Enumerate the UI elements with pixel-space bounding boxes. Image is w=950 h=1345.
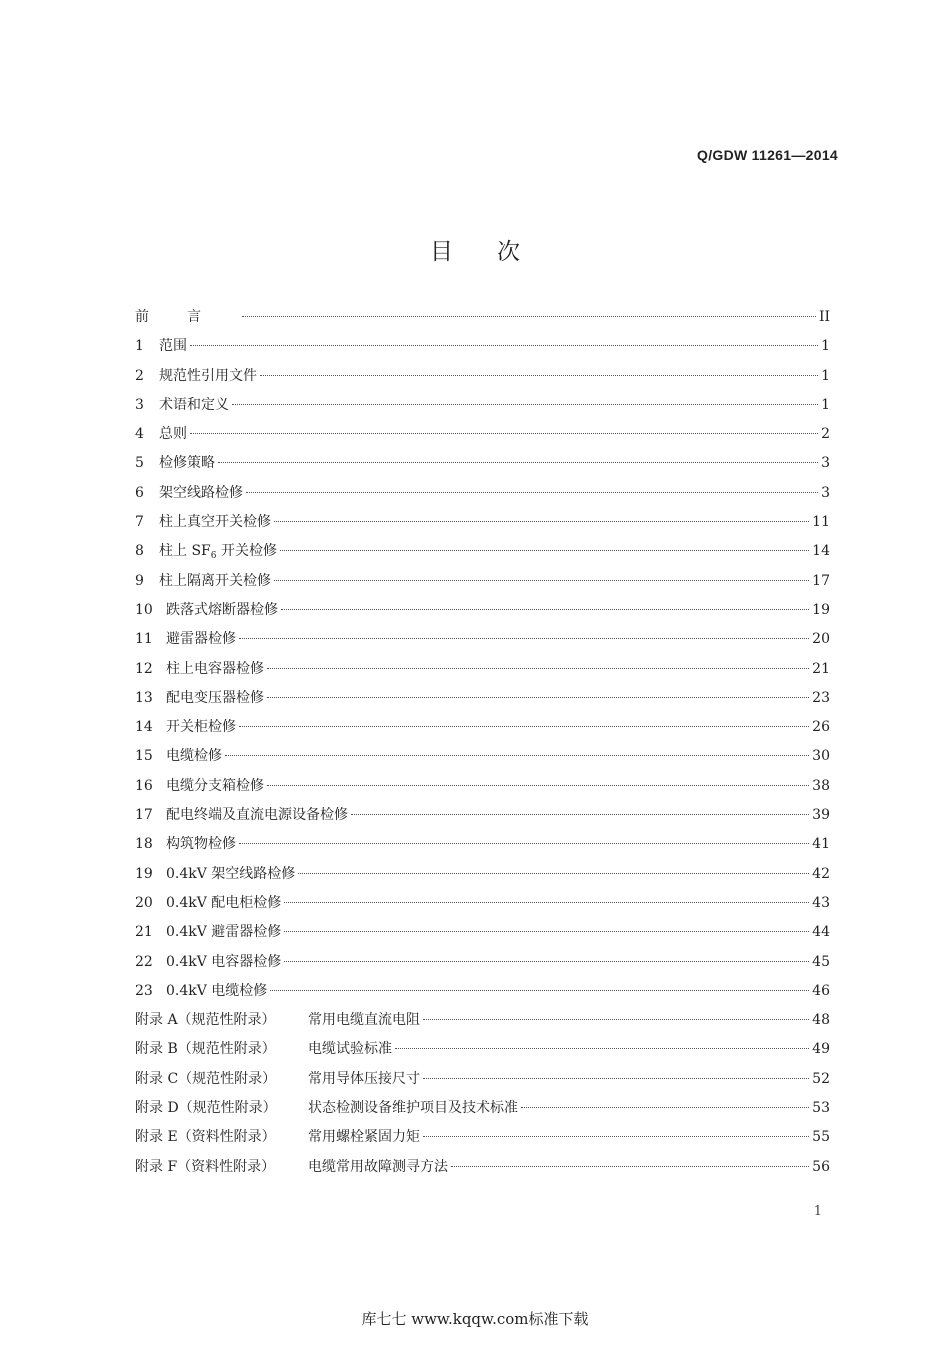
toc-entry-number: 16 bbox=[135, 777, 153, 794]
toc-leader-dots bbox=[239, 843, 809, 844]
toc-entry-label: 0.4kV 电缆检修 bbox=[166, 982, 268, 999]
toc-entry-label: 电缆常用故障测寻方法 bbox=[308, 1158, 448, 1175]
toc-entry-number: 23 bbox=[135, 982, 153, 999]
toc-leader-dots bbox=[284, 902, 809, 903]
toc-entry-number: 15 bbox=[135, 748, 153, 765]
toc-entry[interactable] bbox=[135, 332, 830, 361]
toc-leader-dots bbox=[267, 668, 809, 669]
appendix-tag: 附录 F（资料性附录） bbox=[135, 1158, 276, 1175]
toc-entry[interactable] bbox=[135, 860, 830, 889]
toc-leader-dots bbox=[298, 873, 809, 874]
toc-entry-label: 柱上真空开关检修 bbox=[159, 514, 271, 531]
toc-leader-dots bbox=[267, 697, 809, 698]
toc-entry-number: 21 bbox=[135, 924, 153, 941]
toc-leader-dots bbox=[451, 1166, 809, 1167]
toc-entry-label: 总则 bbox=[159, 426, 187, 443]
toc-leader-dots bbox=[190, 433, 818, 434]
toc-leader-dots bbox=[267, 785, 809, 786]
toc-entry-label: 柱上 $SF_6$ 开关检修 bbox=[159, 543, 277, 562]
toc-entry-page: 20 bbox=[812, 631, 830, 648]
toc-leader-dots bbox=[423, 1136, 809, 1137]
toc-entry-page: 1 bbox=[821, 338, 830, 355]
toc-entry-number: 12 bbox=[135, 660, 153, 677]
toc-entry-number: 10 bbox=[135, 601, 153, 618]
toc-entry-label: 0.4kV 电容器检修 bbox=[166, 953, 282, 970]
toc-leader-dots bbox=[260, 375, 818, 376]
toc-entry-number: 6 bbox=[135, 484, 144, 501]
toc-entry-number: 2 bbox=[135, 367, 144, 384]
toc-entry-label: 电缆试验标准 bbox=[308, 1041, 392, 1058]
toc-entry-page: 3 bbox=[821, 484, 830, 501]
toc-entry[interactable] bbox=[135, 567, 830, 596]
toc-entry-page: 43 bbox=[812, 894, 830, 911]
toc-leader-dots bbox=[242, 316, 816, 317]
toc-entry[interactable] bbox=[135, 918, 830, 947]
toc-entry[interactable] bbox=[135, 948, 830, 977]
toc-entry-label: 电缆分支箱检修 bbox=[166, 777, 264, 794]
toc-entry-number: 14 bbox=[135, 719, 153, 736]
toc-leader-dots bbox=[280, 550, 809, 551]
toc-entry[interactable] bbox=[135, 977, 830, 1006]
toc-entry-label: 0.4kV 架空线路检修 bbox=[166, 865, 296, 882]
toc-leader-dots bbox=[351, 814, 809, 815]
toc-entry[interactable] bbox=[135, 537, 830, 566]
toc-entry[interactable] bbox=[135, 684, 830, 713]
toc-entry-label: 柱上电容器检修 bbox=[166, 660, 264, 677]
toc-leader-dots bbox=[284, 961, 809, 962]
toc-entry[interactable] bbox=[135, 713, 830, 742]
toc-entry-label: 避雷器检修 bbox=[166, 631, 236, 648]
toc-entry-label: 0.4kV 配电柜检修 bbox=[166, 894, 282, 911]
toc-appendix-entry[interactable] bbox=[135, 1006, 830, 1035]
toc-entry-page: 53 bbox=[812, 1100, 830, 1117]
appendix-tag: 附录 B（规范性附录） bbox=[135, 1041, 276, 1058]
toc-entry[interactable] bbox=[135, 889, 830, 918]
toc-entry[interactable] bbox=[135, 655, 830, 684]
toc-leader-dots bbox=[281, 609, 809, 610]
toc-entry-label: 常用导体压接尺寸 bbox=[308, 1070, 420, 1087]
toc-entry[interactable] bbox=[135, 772, 830, 801]
toc-entry-number: 13 bbox=[135, 689, 153, 706]
toc-entry[interactable] bbox=[135, 362, 830, 391]
page-title: 目次 bbox=[430, 239, 564, 265]
toc-entry-page: 21 bbox=[812, 660, 830, 677]
toc-appendix-entry[interactable] bbox=[135, 1065, 830, 1094]
toc-entry-page: 2 bbox=[821, 426, 830, 443]
toc-entry-page: 26 bbox=[812, 719, 830, 736]
toc-appendix-entry[interactable] bbox=[135, 1094, 830, 1123]
toc-entry-page: 48 bbox=[812, 1012, 830, 1029]
toc-entry-label: 0.4kV 避雷器检修 bbox=[166, 924, 282, 941]
toc-leader-dots bbox=[239, 638, 809, 639]
toc-entry[interactable] bbox=[135, 801, 830, 830]
toc-leader-dots bbox=[246, 492, 818, 493]
toc-entry-page: II bbox=[818, 309, 830, 325]
appendix-tag: 附录 E（资料性附录） bbox=[135, 1129, 276, 1146]
toc-leader-dots bbox=[270, 990, 809, 991]
toc-entry-page: 1 bbox=[821, 367, 830, 384]
toc-leader-dots bbox=[190, 345, 818, 346]
toc-entry-page: 14 bbox=[812, 543, 830, 560]
toc-entry-page: 44 bbox=[812, 924, 830, 941]
toc-entry-label: 规范性引用文件 bbox=[159, 367, 257, 384]
toc-entry-page: 46 bbox=[812, 982, 830, 999]
toc-leader-dots bbox=[521, 1107, 809, 1108]
appendix-tag: 附录 D（规范性附录） bbox=[135, 1100, 277, 1117]
toc-entry-page: 42 bbox=[812, 865, 830, 882]
footer-watermark: 库七七 www.kqqw.com标准下载 bbox=[361, 1310, 589, 1328]
toc-leader-dots bbox=[225, 755, 809, 756]
toc-entry-page: 56 bbox=[812, 1158, 830, 1175]
toc-appendix-entry[interactable] bbox=[135, 1153, 830, 1182]
toc-entry-page: 41 bbox=[812, 836, 830, 853]
toc-entry-number: 5 bbox=[135, 455, 144, 472]
toc-entry-number: 11 bbox=[135, 631, 153, 648]
subscript: 6 bbox=[210, 551, 217, 562]
table-of-contents bbox=[135, 303, 830, 1182]
toc-entry-page: 19 bbox=[812, 601, 830, 618]
toc-entry[interactable] bbox=[135, 596, 830, 625]
toc-leader-dots bbox=[395, 1048, 809, 1049]
toc-entry-number: 19 bbox=[135, 865, 153, 882]
toc-entry-label: 构筑物检修 bbox=[166, 836, 236, 853]
toc-entry[interactable] bbox=[135, 830, 830, 859]
toc-entry-page: 3 bbox=[821, 455, 830, 472]
toc-entry-number: 4 bbox=[135, 426, 144, 443]
toc-entry-number: 22 bbox=[135, 953, 153, 970]
toc-leader-dots bbox=[423, 1019, 809, 1020]
toc-entry-label: 跌落式熔断器检修 bbox=[166, 601, 278, 618]
toc-entry-page: 52 bbox=[812, 1070, 830, 1087]
appendix-tag: 附录 A（规范性附录） bbox=[135, 1012, 276, 1029]
toc-appendix-entry[interactable] bbox=[135, 1035, 830, 1064]
toc-entry-page: 1 bbox=[821, 396, 830, 413]
toc-entry-number: 7 bbox=[135, 514, 144, 531]
toc-entry-label: 前言 bbox=[135, 309, 239, 325]
toc-entry-label: 配电终端及直流电源设备检修 bbox=[166, 807, 348, 824]
toc-entry-number: 8 bbox=[135, 543, 144, 560]
page-number: 1 bbox=[813, 1204, 822, 1219]
toc-entry-foreword[interactable] bbox=[135, 303, 830, 332]
appendix-tag: 附录 C（规范性附录） bbox=[135, 1070, 277, 1087]
toc-entry[interactable] bbox=[135, 391, 830, 420]
toc-leader-dots bbox=[423, 1078, 809, 1079]
toc-entry-number: 9 bbox=[135, 572, 144, 589]
toc-entry-label: 状态检测设备维护项目及技术标准 bbox=[308, 1100, 518, 1117]
toc-entry-label: 检修策略 bbox=[159, 455, 215, 472]
toc-leader-dots bbox=[274, 580, 809, 581]
toc-entry[interactable] bbox=[135, 508, 830, 537]
toc-entry-page: 39 bbox=[812, 807, 830, 824]
toc-entry-page: 49 bbox=[812, 1041, 830, 1058]
toc-entry-label: 配电变压器检修 bbox=[166, 689, 264, 706]
toc-entry-number: 17 bbox=[135, 807, 153, 824]
toc-entry-number: 18 bbox=[135, 836, 153, 853]
toc-entry-label: 术语和定义 bbox=[159, 396, 229, 413]
toc-entry-page: 55 bbox=[812, 1129, 830, 1146]
toc-entry-page: 23 bbox=[812, 689, 830, 706]
toc-leader-dots bbox=[218, 462, 818, 463]
toc-entry-label: 柱上隔离开关检修 bbox=[159, 572, 271, 589]
toc-entry-page: 30 bbox=[812, 748, 830, 765]
toc-entry-label: 电缆检修 bbox=[166, 748, 222, 765]
toc-entry-label: 范围 bbox=[159, 338, 187, 355]
toc-entry-page: 17 bbox=[812, 572, 830, 589]
toc-entry-label: 常用螺栓紧固力矩 bbox=[308, 1129, 420, 1146]
toc-entry-page: 45 bbox=[812, 953, 830, 970]
toc-leader-dots bbox=[274, 521, 809, 522]
toc-entry-number: 3 bbox=[135, 396, 144, 413]
toc-entry[interactable] bbox=[135, 420, 830, 449]
document-code: Q/GDW 11261—2014 bbox=[697, 147, 838, 163]
toc-entry-label: 开关柜检修 bbox=[166, 719, 236, 736]
toc-entry-label: 常用电缆直流电阻 bbox=[308, 1012, 420, 1029]
toc-entry[interactable] bbox=[135, 479, 830, 508]
toc-entry[interactable] bbox=[135, 449, 830, 478]
toc-entry-number: 1 bbox=[135, 338, 144, 355]
toc-leader-dots bbox=[284, 931, 809, 932]
toc-leader-dots bbox=[232, 404, 818, 405]
toc-appendix-entry[interactable] bbox=[135, 1123, 830, 1152]
toc-entry-number: 20 bbox=[135, 894, 153, 911]
toc-entry-page: 38 bbox=[812, 777, 830, 794]
toc-leader-dots bbox=[239, 726, 809, 727]
toc-entry-label: 架空线路检修 bbox=[159, 484, 243, 501]
toc-entry-page: 11 bbox=[812, 514, 830, 531]
toc-entry[interactable] bbox=[135, 625, 830, 654]
toc-entry[interactable] bbox=[135, 742, 830, 771]
